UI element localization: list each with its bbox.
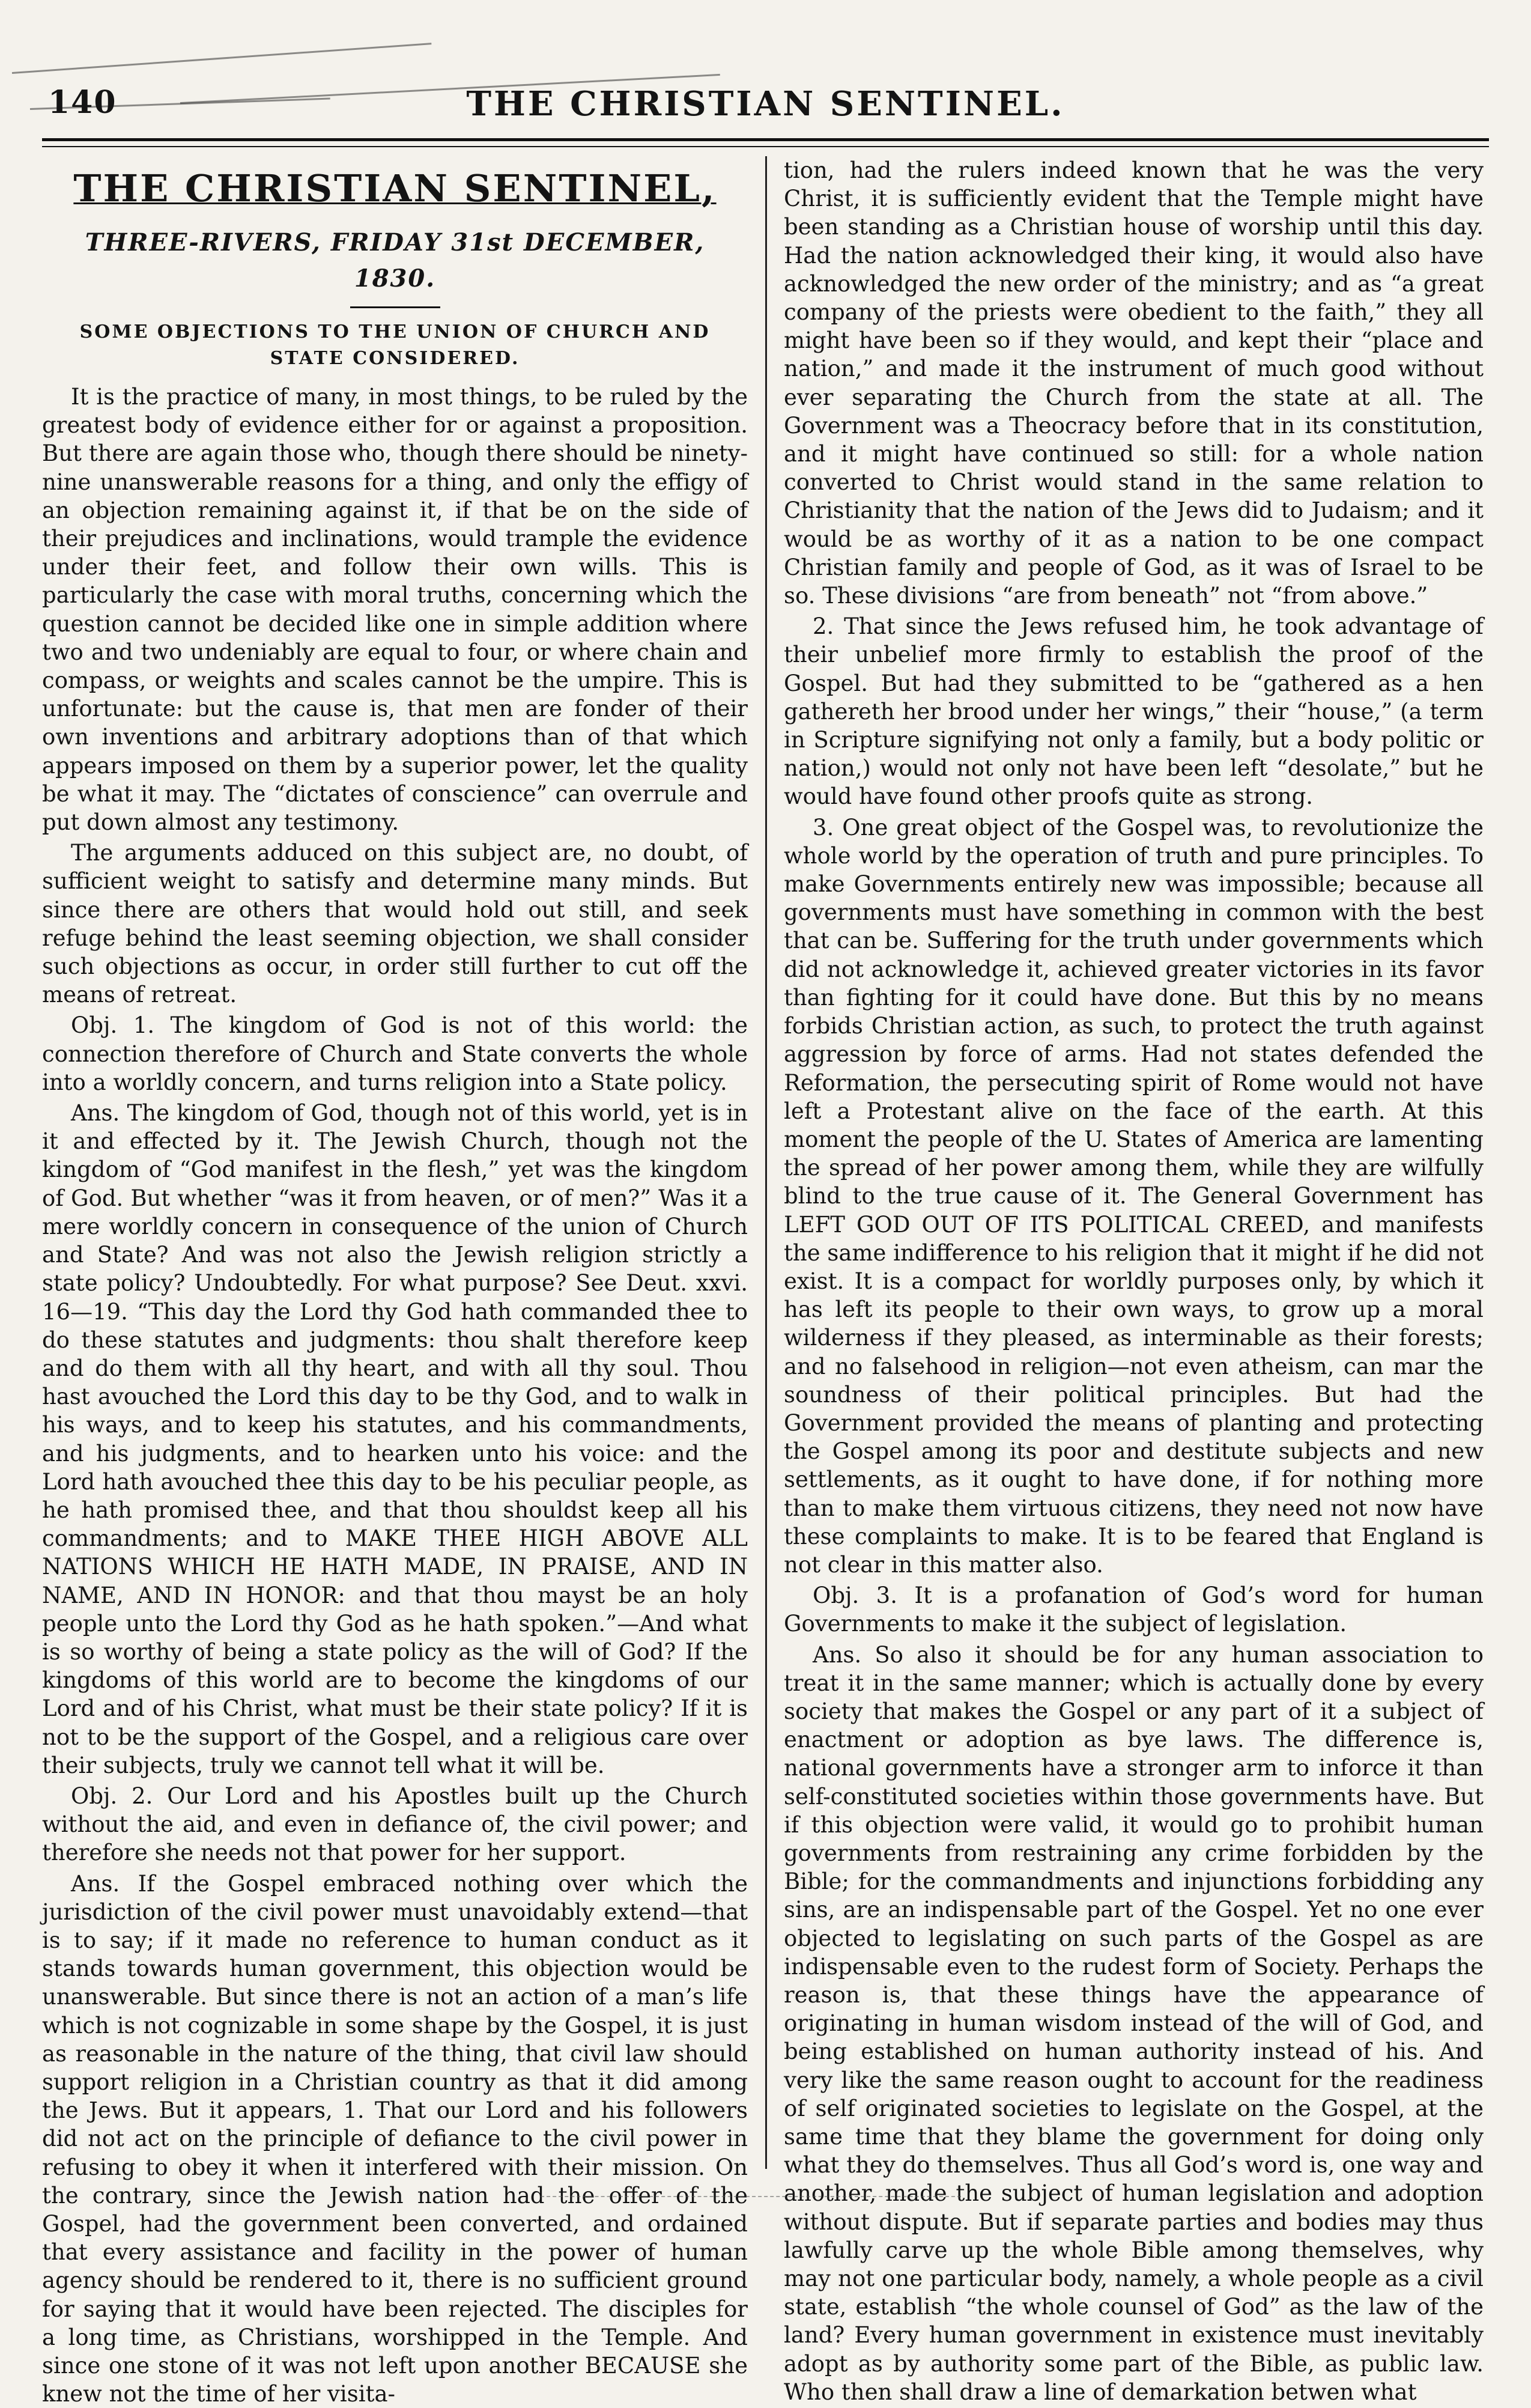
article-heading: SOME OBJECTIONS TO THE UNION OF CHURCH AND STATE CONSIDERED. [79, 321, 711, 369]
left-paragraph: The arguments adduced on this subject are, no doubt, of sufficient weight to satisfy and determine many minds. But since there are others that would hold out still, and seek refuge behind the least seeming objection, we shall consider such objections as occur, in order still further to cut off the means of retreat. [42, 840, 748, 1008]
page-number: 140 [48, 84, 117, 121]
running-title: THE CHRISTIAN SENTINEL. [466, 84, 1065, 124]
column-divider [765, 156, 767, 2169]
right-paragraph: Obj. 3. It is a profanation of God’s word for human Governments to make it the subject of legislation. [784, 1583, 1484, 1637]
right-column [784, 156, 1484, 2405]
bottom-scan-line [541, 2196, 961, 2197]
running-head [42, 84, 1489, 132]
left-paragraph: Ans. If the Gospel embraced nothing over which the jurisdiction of the civil power must unavoidably extend—that is to say; if it made no reference to human conduct as it stands towards human government, this objection would be unanswerable. But since there is not an action of a man’s life which is not cognizable in some shape by the Gospel, it is just as reasonable in the nature of the thing, that civil law should support religion in a Christian country as that it did among the Jews. But it appears, 1. That our Lord and his followers did not act on the principle of defiance to the civil power in refusing to obey it when it interfered with their mission. On the contrary, since the Jewish nation had the offer of the Gospel, had the government been converted, and ordained that every assistance and facility in the power of human agency should be rendered to it, there is no sufficient ground for saying that it would have been rejected. The disciples for a long time, as Christians, worshipped in the Temple. And since one stone of it was not left upon another BECAUSE she knew not the time of her visita- [42, 1870, 748, 2407]
right-paragraph: 3. One great object of the Gospel was, to revolutionize the whole world by the operation of truth and pure principles. To make Governments entirely new was impossible; because all governments must have something in common with the best that can be. Suffering for the truth under governments which did not acknowledge it, achieved greater victories in its favor than fighting for it could have done. But this by no means forbids Christian action, as such, to protect the truth against aggression by force of arms. Had not states defended the Reformation, the persecuting spirit of Rome would not have left a Protestant alive on the face of the earth. At this moment the people of the U. States of America are lamenting the spread of her power among them, while they are wilfully blind to the true cause of it. The General Government has LEFT GOD OUT OF ITS POLITICAL CREED, and manifests the same indifference to his religion that it might if he did not exist. It is a compact for worldly purposes only, by which it has left its people to their own ways, to grow up a moral wilderness if they pleased, as interminable as their forests; and no falsehood in religion—not even atheism, can mar the soundness of their political principles. But had the Government provided the means of planting and protecting the Gospel among its poor and destitute subjects and new settlements, as it ought to have done, if for nothing more than to make them virtuous citizens, they need not now have these complaints to make. It is to be feared that England is not clear in this matter also. [784, 814, 1484, 1578]
left-paragraph: Obj. 1. The kingdom of God is not of this world: the connection therefore of Church and State converts the whole into a worldly concern, and turns religion into a State policy. [42, 1012, 748, 1095]
right-paragraph: Ans. So also it should be for any human association to treat it in the same manner; which is actually done by every society that makes the Gospel or any part of it a subject of enactment or adoption as bye laws. The difference is, national governments have a stronger arm to inforce it than self-constituted societies within those governments have. But if this objection were valid, it would go to prohibit human governments from restraining any crime forbidden by the Bible; for the commandments and injunctions forbidding any sins, are an indispensable part of the Gospel. Yet no one ever objected to legislating on such parts of the Gospel as are indispensable even to the rudest form of Society. Perhaps the reason is, that these things have the appearance of originating in human wisdom instead of the will of God, and being established on human authority instead of his. And very like the same reason ought to account for the readiness of self originated societies to legislate on the Gospel, at the same time that they blame the government for doing only what they do themselves. Thus all God’s word is, one way and another, made the subject of human legislation and adoption without dispute. But if separate parties and bodies may thus lawfully carve up the whole Bible among themselves, why may not one particular body, namely, a whole people as a civil state, establish “the whole counsel of God” as the law of the land? Every human government in existence must inevitably adopt as by authority some part of the Bible, as public law. Who then shall draw a line of demarkation betwen what [784, 1641, 1484, 2405]
right-paragraph: tion, had the rulers indeed known that he was the very Christ, it is sufficiently evident that the Temple might have been standing as a Christian house of worship until this day. Had the nation acknowledged their king, it would also have acknowledged the new order of the ministry; and as “a great company of the priests were obedient to the faith,” they all might have been so if they would, and kept their “place and nation,” and made it the instrument of much good without ever separating the Church from the state at all. The Government was a Theocracy before that in its constitution, and it might have continued so still: for a whole nation converted to Christ would stand in the same relation to Christianity that the nation of the Jews did to Judaism; and it would be as worthy of it as a nation to be one compact Christian family and people of God, as it was of Israel to be so. These divisions “are from beneath” not “from above.” [784, 157, 1484, 609]
left-column [42, 156, 748, 2407]
left-paragraph: Obj. 2. Our Lord and his Apostles built up the Church without the aid, and even in defiance of, the civil power; and therefore she needs not that power for her support. [42, 1783, 748, 1866]
short-rule [350, 306, 440, 308]
left-paragraph: Ans. The kingdom of God, though not of this world, yet is in it and effected by it. The Jewish Church, though not the kingdom of “God manifest in the flesh,” yet was the kingdom of God. But whether “was it from heaven, or of men?” Was it a mere worldly concern in consequence of the union of Church and State? And was not also the Jewish religion strictly a state policy? Undoubtedly. For what purpose? See Deut. xxvi. 16—19. “This day the Lord thy God hath commanded thee to do these statutes and judgments: thou shalt therefore keep and do them with all thy heart, and with all thy soul. Thou hast avouched the Lord this day to be thy God, and to walk in his ways, and to keep his statutes, and his commandments, and his judgments, and to hearken unto his voice: and the Lord hath avouched thee this day to be his peculiar people, as he hath promised thee, and that thou shouldst keep all his commandments; and to MAKE THEE HIGH ABOVE ALL NATIONS WHICH HE HATH MADE, IN PRAISE, AND IN NAME, AND IN HONOR: and that thou mayst be an holy people unto the Lord thy God as he hath spoken.”—And what is so worthy of being a state policy as the will of God? If the kingdoms of this world are to become the kingdoms of our Lord and of his Christ, what must be their state policy? If it is not to be the support of the Gospel, and a religious care over their subjects, truly we cannot tell what it will be. [42, 1100, 748, 1778]
right-paragraph: 2. That since the Jews refused him, he took advantage of their unbelief more firmly to establish the proof of the Gospel. But had they submitted to be “gathered as a hen gathereth her brood under her wings,” their “house,” (a term in Scripture signifying not only a family, but a body politic or nation,) would not only not have been left “desolate,” but he would have found other proofs quite as strong. [784, 613, 1484, 810]
scan-stroke [12, 43, 432, 74]
dateline: THREE-RIVERS, FRIDAY 31st DECEMBER, 1830. [85, 228, 705, 293]
head-rule [42, 138, 1489, 147]
masthead: THE CHRISTIAN SENTINEL, [73, 166, 717, 210]
left-paragraph: It is the practice of many, in most things, to be ruled by the greatest body of evidence either for or against a proposition. But there are again those who, though there should be ninety-nine unanswerable reasons for a thing, and only the effigy of an objection remaining against it, if that be on the side of their prejudices and inclinations, would trample the evidence under their feet, and follow their own wills. This is particularly the case with moral truths, concerning which the question cannot be decided like one in simple addition where two and two undeniably are equal to four, or where chain and compass, or weights and scales cannot be the umpire. This is unfortunate: but the cause is, that men are fonder of their own inventions and arbitrary adoptions than of that which appears imposed on them by a superior power, let the quality be what it may. The “dictates of conscience” can overrule and put down almost any testimony. [42, 384, 748, 836]
